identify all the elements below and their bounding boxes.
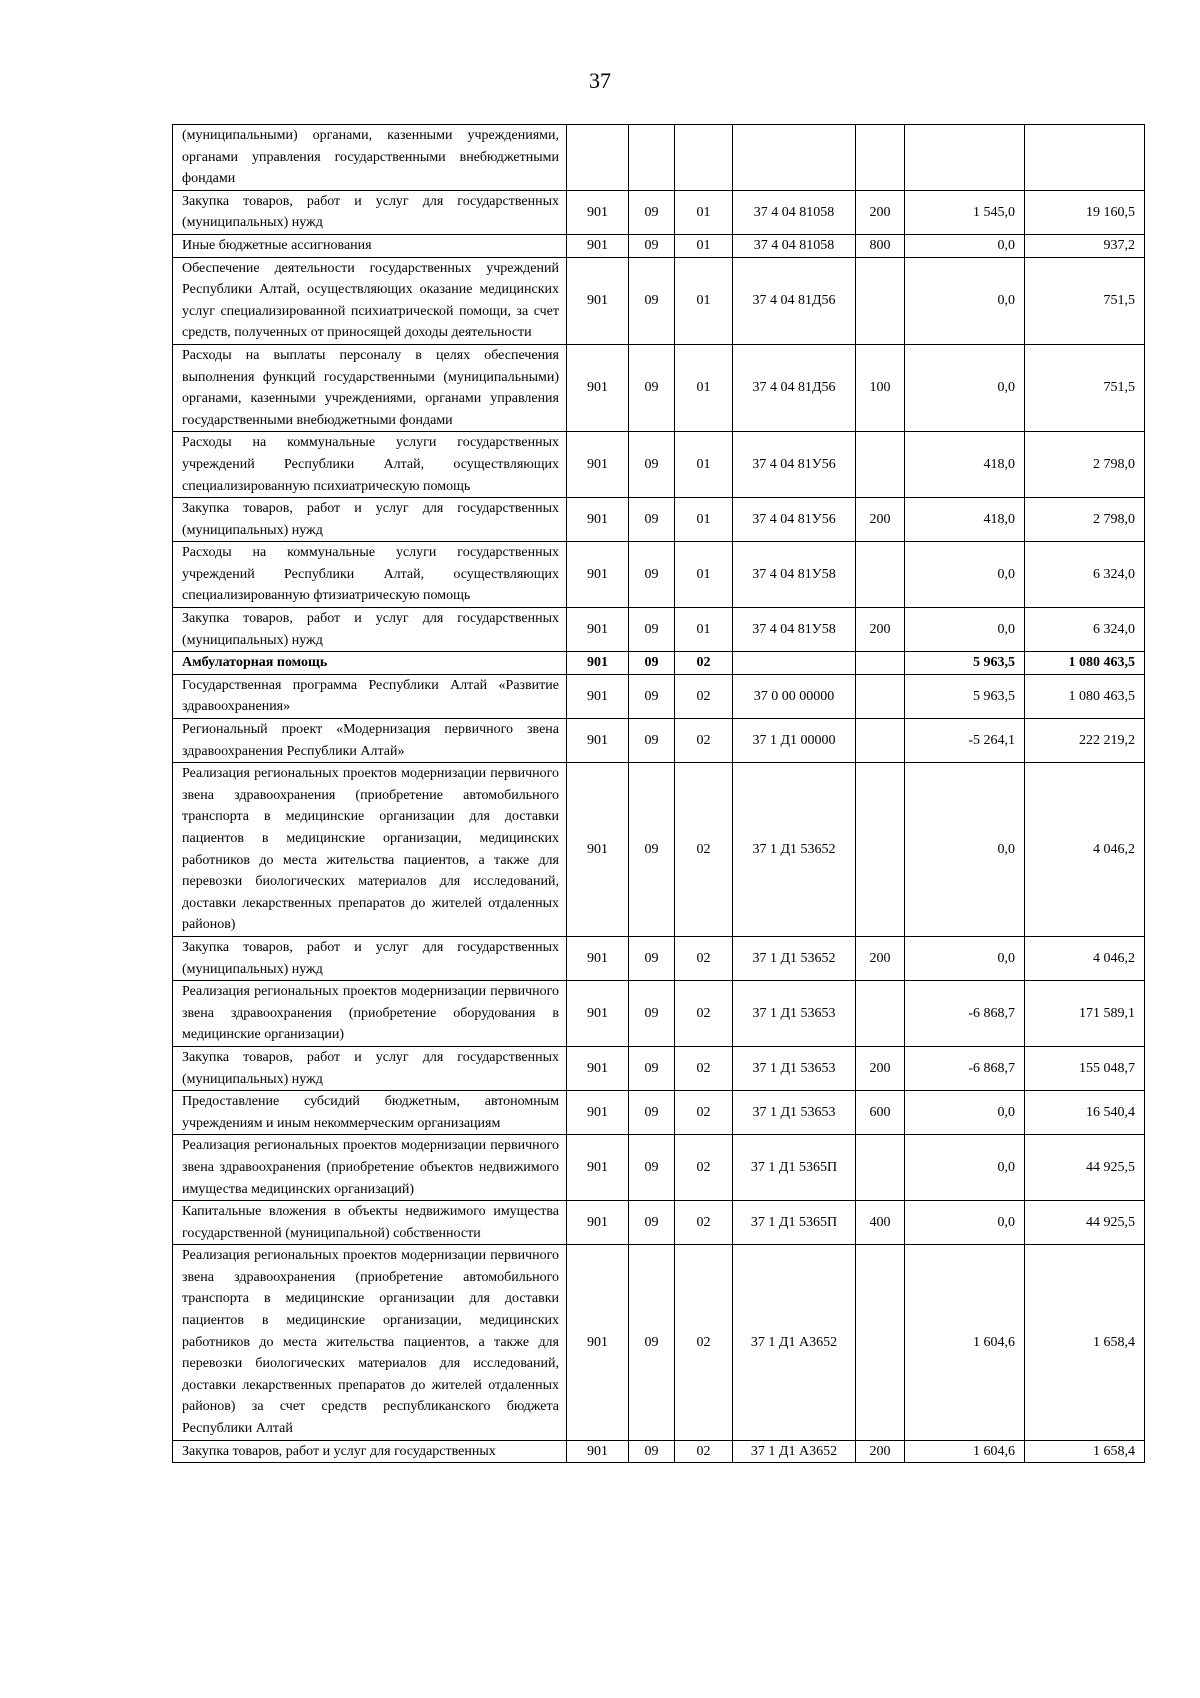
cell-amount-total: 1 080 463,5 — [1025, 674, 1145, 718]
cell-expense-type: 200 — [856, 498, 905, 542]
cell-subsection: 01 — [675, 498, 733, 542]
page-number: 37 — [589, 68, 611, 93]
table-row — [173, 542, 1145, 608]
cell-ved-code: 901 — [567, 1440, 629, 1463]
cell-subsection: 02 — [675, 1135, 733, 1201]
cell-target-article — [733, 125, 856, 191]
cell-name: Амбулаторная помощь — [173, 652, 567, 675]
table-row — [173, 652, 1145, 675]
cell-expense-type: 800 — [856, 234, 905, 257]
table-row — [173, 608, 1145, 652]
cell-expense-type: 400 — [856, 1201, 905, 1245]
table-row — [173, 981, 1145, 1047]
cell-amount-change: -6 868,7 — [905, 981, 1025, 1047]
cell-amount-change: 1 545,0 — [905, 190, 1025, 234]
cell-section: 09 — [629, 234, 675, 257]
cell-section: 09 — [629, 936, 675, 980]
cell-amount-total: 171 589,1 — [1025, 981, 1145, 1047]
cell-target-article — [733, 652, 856, 675]
cell-name: Реализация региональных проектов модернизации первичного звена здравоохранения (приобретение объектов недвижимого имущества медицинских организаций) — [173, 1135, 567, 1201]
cell-target-article: 37 4 04 81У56 — [733, 432, 856, 498]
cell-section: 09 — [629, 981, 675, 1047]
table-row — [173, 234, 1145, 257]
table-row — [173, 498, 1145, 542]
table-row — [173, 344, 1145, 431]
cell-target-article: 37 0 00 00000 — [733, 674, 856, 718]
cell-amount-total: 222 219,2 — [1025, 719, 1145, 763]
cell-subsection: 02 — [675, 981, 733, 1047]
cell-name: Предоставление субсидий бюджетным, автономным учреждениям и иным некоммерческим организациям — [173, 1091, 567, 1135]
cell-name: Закупка товаров, работ и услуг для государственных (муниципальных) нужд — [173, 498, 567, 542]
cell-expense-type — [856, 719, 905, 763]
cell-amount-change: 0,0 — [905, 542, 1025, 608]
cell-subsection: 02 — [675, 1201, 733, 1245]
cell-expense-type — [856, 1245, 905, 1440]
cell-expense-type — [856, 432, 905, 498]
cell-name: Капитальные вложения в объекты недвижимого имущества государственной (муниципальной) собственности — [173, 1201, 567, 1245]
cell-target-article: 37 4 04 81058 — [733, 234, 856, 257]
cell-subsection: 01 — [675, 344, 733, 431]
cell-amount-total: 16 540,4 — [1025, 1091, 1145, 1135]
cell-expense-type: 600 — [856, 1091, 905, 1135]
cell-ved-code: 901 — [567, 498, 629, 542]
cell-subsection: 02 — [675, 674, 733, 718]
cell-expense-type: 200 — [856, 190, 905, 234]
cell-expense-type: 200 — [856, 936, 905, 980]
cell-ved-code: 901 — [567, 1135, 629, 1201]
table-row — [173, 257, 1145, 344]
cell-name: Иные бюджетные ассигнования — [173, 234, 567, 257]
cell-section: 09 — [629, 1440, 675, 1463]
cell-amount-total: 2 798,0 — [1025, 432, 1145, 498]
cell-section — [629, 125, 675, 191]
cell-amount-change: -6 868,7 — [905, 1046, 1025, 1090]
cell-subsection: 01 — [675, 542, 733, 608]
cell-amount-change: 0,0 — [905, 763, 1025, 937]
cell-ved-code: 901 — [567, 344, 629, 431]
cell-target-article: 37 4 04 81Д56 — [733, 344, 856, 431]
cell-section: 09 — [629, 432, 675, 498]
cell-name: Расходы на выплаты персоналу в целях обеспечения выполнения функций государственными (муниципальными) органами, казенными учреждениями, органами управления государственными внебюджетными фондами — [173, 344, 567, 431]
table-row — [173, 1091, 1145, 1135]
cell-amount-change: -5 264,1 — [905, 719, 1025, 763]
cell-subsection: 02 — [675, 719, 733, 763]
table-row — [173, 190, 1145, 234]
cell-section: 09 — [629, 257, 675, 344]
cell-name: Региональный проект «Модернизация первичного звена здравоохранения Республики Алтай» — [173, 719, 567, 763]
table-row — [173, 1135, 1145, 1201]
cell-amount-total: 44 925,5 — [1025, 1135, 1145, 1201]
cell-ved-code: 901 — [567, 1046, 629, 1090]
cell-amount-total: 44 925,5 — [1025, 1201, 1145, 1245]
cell-expense-type — [856, 257, 905, 344]
table-row — [173, 1046, 1145, 1090]
cell-target-article: 37 1 Д1 53652 — [733, 936, 856, 980]
cell-subsection: 02 — [675, 936, 733, 980]
cell-section: 09 — [629, 1046, 675, 1090]
cell-amount-total: 2 798,0 — [1025, 498, 1145, 542]
cell-ved-code: 901 — [567, 1201, 629, 1245]
cell-expense-type — [856, 652, 905, 675]
cell-name: Реализация региональных проектов модернизации первичного звена здравоохранения (приобретение автомобильного транспорта в медицинские организации для доставки пациентов в медицинские организации, медицинских работников до места жительства пациентов, а также для перевозки биологических материалов для исследований, доставки лекарственных препаратов до жителей отдаленных районов) — [173, 763, 567, 937]
table-row — [173, 763, 1145, 937]
cell-expense-type: 100 — [856, 344, 905, 431]
cell-name: (муниципальными) органами, казенными учреждениями, органами управления государственными внебюджетными фондами — [173, 125, 567, 191]
cell-amount-total: 4 046,2 — [1025, 763, 1145, 937]
cell-target-article: 37 1 Д1 5365П — [733, 1201, 856, 1245]
cell-amount-change: 5 963,5 — [905, 652, 1025, 675]
cell-amount-total: 1 658,4 — [1025, 1245, 1145, 1440]
cell-target-article: 37 1 Д1 53653 — [733, 1046, 856, 1090]
table-row — [173, 1440, 1145, 1463]
cell-subsection: 02 — [675, 1046, 733, 1090]
cell-target-article: 37 1 Д1 А3652 — [733, 1245, 856, 1440]
cell-amount-change: 0,0 — [905, 1201, 1025, 1245]
cell-amount-total: 155 048,7 — [1025, 1046, 1145, 1090]
table-row — [173, 432, 1145, 498]
cell-amount-change: 0,0 — [905, 1135, 1025, 1201]
cell-amount-change — [905, 125, 1025, 191]
cell-expense-type — [856, 763, 905, 937]
cell-amount-change: 1 604,6 — [905, 1440, 1025, 1463]
cell-target-article: 37 1 Д1 53652 — [733, 763, 856, 937]
cell-section: 09 — [629, 1135, 675, 1201]
cell-amount-change: 0,0 — [905, 608, 1025, 652]
cell-ved-code: 901 — [567, 652, 629, 675]
cell-section: 09 — [629, 190, 675, 234]
cell-subsection: 01 — [675, 432, 733, 498]
cell-expense-type: 200 — [856, 1046, 905, 1090]
cell-amount-change: 0,0 — [905, 1091, 1025, 1135]
cell-subsection — [675, 125, 733, 191]
cell-name: Реализация региональных проектов модернизации первичного звена здравоохранения (приобретение оборудования в медицинские организации) — [173, 981, 567, 1047]
cell-amount-total: 1 658,4 — [1025, 1440, 1145, 1463]
cell-subsection: 02 — [675, 763, 733, 937]
cell-name: Расходы на коммунальные услуги государственных учреждений Республики Алтай, осуществляющих специализированную психиатрическую помощь — [173, 432, 567, 498]
table-row — [173, 125, 1145, 191]
cell-subsection: 01 — [675, 608, 733, 652]
cell-section: 09 — [629, 719, 675, 763]
cell-target-article: 37 1 Д1 00000 — [733, 719, 856, 763]
cell-target-article: 37 4 04 81Д56 — [733, 257, 856, 344]
cell-target-article: 37 4 04 81У56 — [733, 498, 856, 542]
cell-subsection: 02 — [675, 1245, 733, 1440]
cell-ved-code: 901 — [567, 981, 629, 1047]
cell-subsection: 01 — [675, 234, 733, 257]
cell-name: Закупка товаров, работ и услуг для государственных (муниципальных) нужд — [173, 190, 567, 234]
cell-amount-total: 19 160,5 — [1025, 190, 1145, 234]
cell-amount-total: 4 046,2 — [1025, 936, 1145, 980]
cell-name: Закупка товаров, работ и услуг для государственных (муниципальных) нужд — [173, 1046, 567, 1090]
cell-amount-total: 6 324,0 — [1025, 608, 1145, 652]
cell-expense-type — [856, 981, 905, 1047]
table-row — [173, 936, 1145, 980]
cell-section: 09 — [629, 674, 675, 718]
cell-amount-change: 418,0 — [905, 498, 1025, 542]
cell-name: Закупка товаров, работ и услуг для государственных — [173, 1440, 567, 1463]
cell-amount-change: 0,0 — [905, 344, 1025, 431]
cell-amount-change: 0,0 — [905, 257, 1025, 344]
cell-ved-code: 901 — [567, 763, 629, 937]
cell-section: 09 — [629, 763, 675, 937]
cell-expense-type — [856, 674, 905, 718]
cell-amount-total: 1 080 463,5 — [1025, 652, 1145, 675]
cell-section: 09 — [629, 344, 675, 431]
table-body — [173, 125, 1145, 1463]
cell-target-article: 37 4 04 81058 — [733, 190, 856, 234]
budget-table — [172, 124, 1145, 1463]
cell-section: 09 — [629, 652, 675, 675]
cell-ved-code: 901 — [567, 674, 629, 718]
cell-amount-change: 1 604,6 — [905, 1245, 1025, 1440]
cell-target-article: 37 4 04 81У58 — [733, 542, 856, 608]
cell-amount-change: 0,0 — [905, 234, 1025, 257]
cell-ved-code: 901 — [567, 432, 629, 498]
cell-amount-change: 418,0 — [905, 432, 1025, 498]
cell-ved-code — [567, 125, 629, 191]
table-row — [173, 674, 1145, 718]
cell-name: Обеспечение деятельности государственных учреждений Республики Алтай, осуществляющих оказание медицинских услуг специализированной психиатрической помощи, за счет средств, полученных от приносящей доходы деятельности — [173, 257, 567, 344]
cell-expense-type — [856, 542, 905, 608]
cell-target-article: 37 1 Д1 5365П — [733, 1135, 856, 1201]
cell-subsection: 02 — [675, 1440, 733, 1463]
cell-ved-code: 901 — [567, 190, 629, 234]
cell-amount-change: 0,0 — [905, 936, 1025, 980]
cell-ved-code: 901 — [567, 234, 629, 257]
cell-expense-type — [856, 1135, 905, 1201]
cell-expense-type: 200 — [856, 608, 905, 652]
cell-target-article: 37 1 Д1 53653 — [733, 1091, 856, 1135]
cell-section: 09 — [629, 1091, 675, 1135]
cell-ved-code: 901 — [567, 1091, 629, 1135]
cell-section: 09 — [629, 608, 675, 652]
cell-expense-type: 200 — [856, 1440, 905, 1463]
cell-amount-total: 751,5 — [1025, 344, 1145, 431]
cell-section: 09 — [629, 498, 675, 542]
cell-ved-code: 901 — [567, 936, 629, 980]
cell-name: Реализация региональных проектов модернизации первичного звена здравоохранения (приобретение автомобильного транспорта в медицинские организации для доставки пациентов в медицинские организации, медицинских работников до места жительства пациентов, а также для перевозки биологических материалов для исследований, доставки лекарственных препаратов до жителей отдаленных районов) за счет средств республиканского бюджета Республики Алтай — [173, 1245, 567, 1440]
cell-name: Государственная программа Республики Алтай «Развитие здравоохранения» — [173, 674, 567, 718]
cell-target-article: 37 4 04 81У58 — [733, 608, 856, 652]
table-row — [173, 1245, 1145, 1440]
cell-section: 09 — [629, 542, 675, 608]
cell-ved-code: 901 — [567, 257, 629, 344]
cell-amount-total: 751,5 — [1025, 257, 1145, 344]
cell-name: Закупка товаров, работ и услуг для государственных (муниципальных) нужд — [173, 936, 567, 980]
cell-ved-code: 901 — [567, 719, 629, 763]
cell-subsection: 01 — [675, 190, 733, 234]
cell-name: Расходы на коммунальные услуги государственных учреждений Республики Алтай, осуществляющих специализированную фтизиатрическую помощь — [173, 542, 567, 608]
cell-target-article: 37 1 Д1 А3652 — [733, 1440, 856, 1463]
cell-amount-change: 5 963,5 — [905, 674, 1025, 718]
table-row — [173, 719, 1145, 763]
cell-amount-total — [1025, 125, 1145, 191]
cell-subsection: 02 — [675, 1091, 733, 1135]
cell-target-article: 37 1 Д1 53653 — [733, 981, 856, 1047]
cell-amount-total: 937,2 — [1025, 234, 1145, 257]
cell-subsection: 01 — [675, 257, 733, 344]
cell-name: Закупка товаров, работ и услуг для государственных (муниципальных) нужд — [173, 608, 567, 652]
cell-section: 09 — [629, 1245, 675, 1440]
cell-expense-type — [856, 125, 905, 191]
cell-ved-code: 901 — [567, 608, 629, 652]
cell-subsection: 02 — [675, 652, 733, 675]
table-row — [173, 1201, 1145, 1245]
cell-ved-code: 901 — [567, 1245, 629, 1440]
cell-ved-code: 901 — [567, 542, 629, 608]
cell-section: 09 — [629, 1201, 675, 1245]
cell-amount-total: 6 324,0 — [1025, 542, 1145, 608]
